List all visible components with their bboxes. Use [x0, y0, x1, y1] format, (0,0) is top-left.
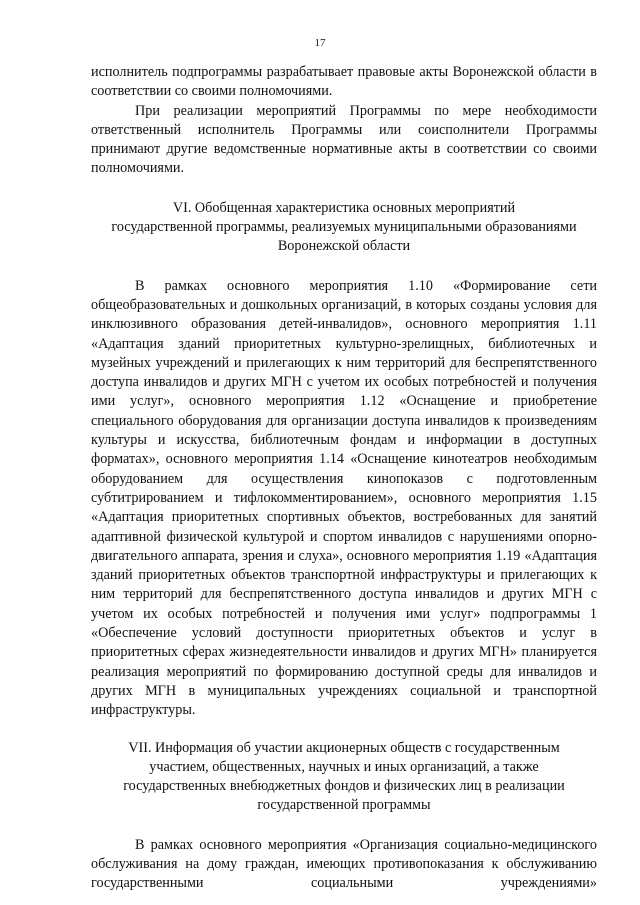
- spacer: [91, 179, 597, 199]
- section-6-heading: [91, 199, 597, 257]
- section-7-heading-line-3: государственных внебюджетных фондов и физических лиц в реализации: [123, 778, 565, 795]
- spacer: [91, 721, 597, 739]
- section-6-heading-line-1: VI. Обобщенная характеристика основных мероприятий: [172, 199, 516, 216]
- section-7-heading: [91, 739, 597, 816]
- section-7-heading-line-4: государственной программы: [257, 797, 431, 814]
- section-7-heading-line-1: VII. Информация об участии акционерных обществ с государственным: [128, 739, 560, 756]
- paragraph-subprogram-executor: исполнитель подпрограммы разрабатывает правовые акты Воронежской области в соответствии со своими полномочиями.: [91, 64, 597, 100]
- section-6-heading-line-2: государственной программы, реализуемых муниципальными образованиями: [111, 219, 577, 236]
- section-6-body: В рамках основного мероприятия 1.10 «Формирование сети общеобразовательных и дошкольных организаций, в которых созданы условия для инклюзивного образования детей-инвалидов», основного мероприятия 1.11 «Адаптация зданий приоритетных культурно-зрелищных, библиотечных и музейных учреждений и прилегающих к ним территорий для беспрепятственного доступа инвалидов и других МГН с учетом их особых потребностей и получения ими услуг», основного мероприятия 1.12 «Оснащение и приобретение специального оборудования для организации доступа инвалидов к произведениям культуры и искусства, библиотечным фондам и информации в доступных форматах», основного мероприятия 1.14 «Оснащение кинотеатров необходимым оборудованием для осуществления кинопоказов с подготовленным субтитрированием и тифлокомментированием», основного мероприятия 1.15 «Адаптация приоритетных спортивных объектов, востребованных для занятий адаптивной физической культурой и спортом инвалидов с нарушениями опорно-двигательного аппарата, зрения и слуха», основного мероприятия 1.19 «Адаптация зданий приоритетных объектов транспортной инфраструктуры и прилегающих к ним территорий для беспрепятственного доступа инвалидов и других МГН с учетом их особых потребностей и получения ими услуг» подпрограммы 1 «Обеспечение условий доступности приоритетных объектов и услуг в приоритетных сферах жизнедеятельности инвалидов и других МГН» планируется реализация мероприятий по формированию доступной среды для инвалидов и других МГН в муниципальных учреждениях социальной и транспортной инфраструктуры.: [91, 277, 597, 719]
- paragraph-program-implementation: При реализации мероприятий Программы по мере необходимости ответственный исполнитель Программы или соисполнители Программы принимают другие ведомственные нормативные акты в соответствии со своими полномочиями.: [91, 102, 597, 177]
- section-7-body: В рамках основного мероприятия «Организация социально-медицинского обслуживания на дому граждан, имеющих противопоказания к обслуживанию государственными социальными учреждениями»: [91, 836, 597, 892]
- page-number: 17: [314, 37, 326, 49]
- spacer: [91, 816, 597, 836]
- spacer: [91, 257, 597, 277]
- section-6-heading-line-3: Воронежской области: [277, 238, 411, 255]
- section-7-heading-line-2: участием, общественных, научных и иных организаций, а также: [149, 758, 539, 775]
- page-content: [91, 63, 597, 894]
